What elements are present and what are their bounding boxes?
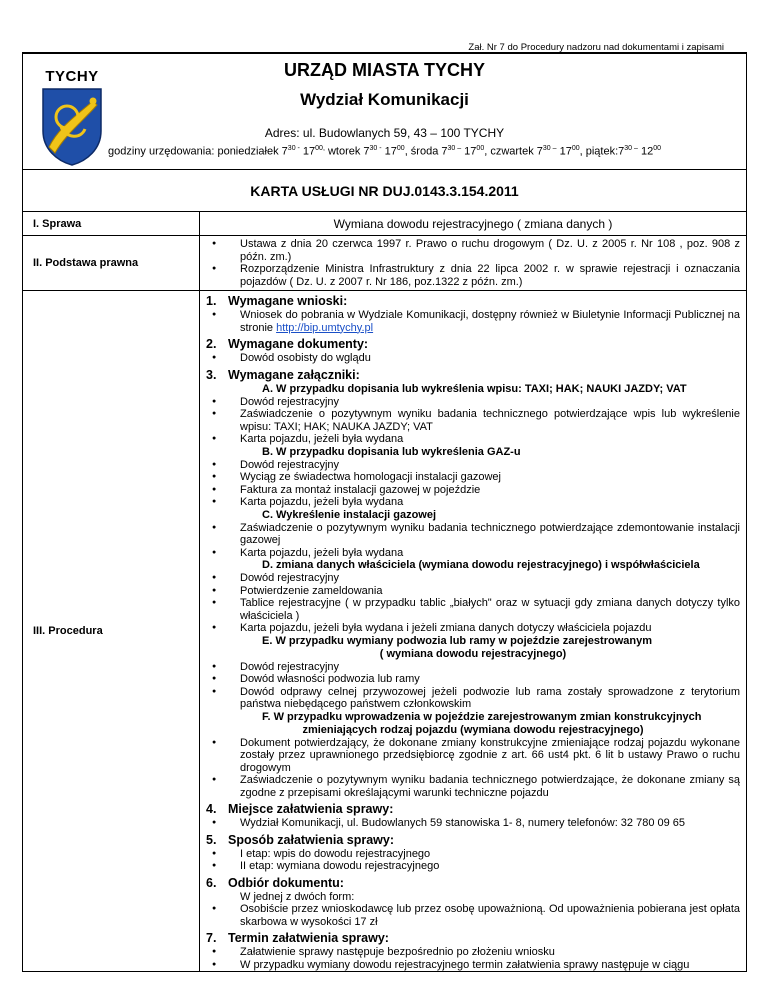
department-name: Wydział Komunikacji <box>300 90 469 109</box>
list-item: ● Tablice rejestracyjne ( w przypadku tablic „białych" oraz w sytuacji gdy zmiana danych dotyczy tylko właściciela ) <box>206 597 740 622</box>
hours-superscript: 00 <box>571 145 580 152</box>
hours-superscript: 00 <box>653 145 661 152</box>
sprawa-value: Wymiana dowodu rejestracyjnego ( zmiana danych ) <box>200 212 747 236</box>
hours-superscript: 00 <box>476 145 485 152</box>
list-item: ● W przypadku wymiany dowodu rejestracyjnego termin załatwienia sprawy następuje w ciągu <box>206 959 740 972</box>
section-heading: 6. Odbiór dokumentu: <box>206 875 344 890</box>
list-item: ● II etap: wymiana dowodu rejestracyjnego <box>206 860 740 873</box>
address: Adres: ul. Budowlanych 59, 43 – 100 TYCHY <box>264 126 505 140</box>
hours-text: , środa 7 <box>404 145 448 158</box>
list-item: ● Zaświadczenie o pozytywnym wyniku badania technicznego potwierdzające, że dokonane zmiany są zgodne z przepisami określającymi warunki techniczne pojazdu <box>206 774 740 799</box>
section-heading: 2. Wymagane dokumenty: <box>206 337 369 351</box>
row-procedura <box>23 291 747 972</box>
hours-text: godziny urzędowania: poniedziałek 7 <box>108 145 288 158</box>
list-item: ● Dowód własności podwozia lub ramy <box>206 673 740 686</box>
list-item: ● Wniosek do pobrania w Wydziale Komunikacji, dostępny również w Biuletynie Informacji Publicznej na stronie http://bip.umtychy.pl <box>206 309 740 334</box>
list-intro: W jednej z dwóch form: <box>240 890 355 903</box>
office-hours <box>23 145 746 158</box>
list-item: ● Karta pojazdu, jeżeli była wydana <box>206 547 740 560</box>
list-item: ● Zaświadczenie o pozytywnym wyniku badania technicznego potwierdzające wpis lub wykreślenie wpisu: TAXI; HAK; NAUKA JAZDY; VAT <box>206 408 740 433</box>
list-item: ● Ustawa z dnia 20 czerwca 1997 r. Prawo o ruchu drogowym ( Dz. U. z 2005 r. Nr 108 , poz. 908 z późn. zm.) <box>206 238 740 263</box>
list-item: ● Potwierdzenie zameldowania <box>206 585 740 598</box>
list-item: ● Dowód rejestracyjny <box>206 572 740 585</box>
bip-link[interactable]: http://bip.umtychy.pl <box>276 321 374 334</box>
hours-superscript: 30 – <box>542 145 557 152</box>
hours-text: 17 <box>381 145 397 158</box>
subsection-heading: A. W przypadku dopisania lub wykreślenia wpisu: TAXI; HAK; NAUKI JAZDY; VAT <box>262 382 687 395</box>
list-item: ● Karta pojazdu, jeżeli była wydana <box>206 496 740 509</box>
card-title: KARTA USŁUGI NR DUJ.0143.3.154.2011 <box>22 170 747 212</box>
list-item: ● Dowód rejestracyjny <box>206 661 740 674</box>
section-heading: 3. Wymagane załączniki: <box>206 367 360 382</box>
organization-name: URZĄD MIASTA TYCHY <box>284 60 485 80</box>
list-item: ● I etap: wpis do dowodu rejestracyjnego <box>206 848 740 861</box>
list-item: ● Osobiście przez wnioskodawcę lub przez osobę upoważnioną. Od upoważnienia pobierana jest opłata skarbowa w wysokości 17 zł <box>206 903 740 928</box>
list-item: ● Dowód odprawy celnej przywozowej jeżeli podwozie lub rama zostały sprowadzone z terytorium państwa niebędącego państwem członkowskim <box>206 686 740 711</box>
podstawa-value <box>200 236 747 291</box>
procedura-label: III. Procedura <box>23 291 200 972</box>
crest-city-name: TYCHY <box>45 68 99 85</box>
subsection-heading-cont: ( wymiana dowodu rejestracyjnego) <box>379 647 567 660</box>
list-item: ● Wydział Komunikacji, ul. Budowlanych 59 stanowiska 1- 8, numery telefonów: 32 780 09 65 <box>206 817 740 830</box>
subsection-heading: E. W przypadku wymiany podwozia lub ramy w pojeździe zarejestrowanym <box>262 634 652 647</box>
subsection-heading-cont: zmieniających rodzaj pojazdu (wymiana dowodu rejestracyjnego) <box>302 723 644 736</box>
hours-text: 17 <box>299 145 316 158</box>
hours-superscript: 00, <box>315 145 325 152</box>
list-item: ● Załatwienie sprawy następuje bezpośrednio po złożeniu wniosku <box>206 946 740 959</box>
hours-text: , czwartek 7 <box>484 145 543 158</box>
hours-text: 17 <box>556 145 572 158</box>
hours-superscript: 30 - <box>369 145 382 152</box>
list-item: ● Zaświadczenie o pozytywnym wyniku badania technicznego potwierdzające zdemontowanie instalacji gazowej <box>206 522 740 547</box>
row-podstawa <box>23 236 747 291</box>
row-sprawa <box>23 212 747 236</box>
subsection-heading: D. zmiana danych właściciela (wymiana dowodu rejestracyjnego) i współwłaściciela <box>262 559 700 571</box>
section-heading: 4. Miejsce załatwienia sprawy: <box>206 802 394 816</box>
service-card-table <box>22 211 747 972</box>
hours-superscript: 00 <box>396 145 405 152</box>
top-note: Zał. Nr 7 do Procedury nadzoru nad dokumentami i zapisami <box>468 42 724 53</box>
subsection-heading: C. Wykreślenie instalacji gazowej <box>262 508 437 521</box>
section-heading: 7. Termin załatwienia sprawy: <box>206 931 389 945</box>
section-heading: 1. Wymagane wnioski: <box>206 294 348 308</box>
list-item: ● Dokument potwierdzający, że dokonane zmiany konstrukcyjne zmieniające rodzaj pojazdu wykonane zostały przez uprawnionego przedsiębiorcę zgodnie z art. 66 ust4 pkt. 6 lit b ustawy Prawo o ruchu drogowym <box>206 737 740 775</box>
hours-text: 12 <box>637 145 654 158</box>
hours-superscript: 30 – <box>447 145 462 152</box>
list-item: ● Dowód rejestracyjny <box>206 459 740 472</box>
list-item: ● Faktura za montaż instalacji gazowej w pojeździe <box>206 484 740 497</box>
hours-text: wtorek 7 <box>324 145 370 158</box>
list-item: ● Dowód osobisty do wglądu <box>206 352 740 365</box>
sprawa-label: I. Sprawa <box>23 212 200 236</box>
hours-superscript: 30 - <box>287 145 300 152</box>
podstawa-label: II. Podstawa prawna <box>23 236 200 291</box>
hours-superscript: 30 – <box>624 145 638 152</box>
list-item: ● Dowód rejestracyjny <box>206 396 740 409</box>
hours-text: 17 <box>461 145 477 158</box>
list-item: ● Rozporządzenie Ministra Infrastruktury z dnia 22 lipca 2002 r. w sprawie rejestracji i oznaczania pojazdów ( Dz. U. z 2007 r. Nr 186, poz.1322 z późn. zm.) <box>206 263 740 288</box>
document-header <box>22 52 747 170</box>
list-item: ● Wyciąg ze świadectwa homologacji instalacji gazowej <box>206 471 740 484</box>
list-item: ● Karta pojazdu, jeżeli była wydana <box>206 433 740 446</box>
procedura-value <box>200 291 747 972</box>
section-heading: 5. Sposób załatwienia sprawy: <box>206 832 395 847</box>
hours-text: , piątek:7 <box>579 145 625 158</box>
subsection-heading: F. W przypadku wprowadzenia w pojeździe zarejestrowanym zmian konstrukcyjnych <box>262 710 702 723</box>
list-item: ● Karta pojazdu, jeżeli była wydana i jeżeli zmiana danych dotyczy właściciela pojazdu <box>206 622 740 635</box>
subsection-heading: B. W przypadku dopisania lub wykreślenia GAZ-u <box>262 445 521 458</box>
